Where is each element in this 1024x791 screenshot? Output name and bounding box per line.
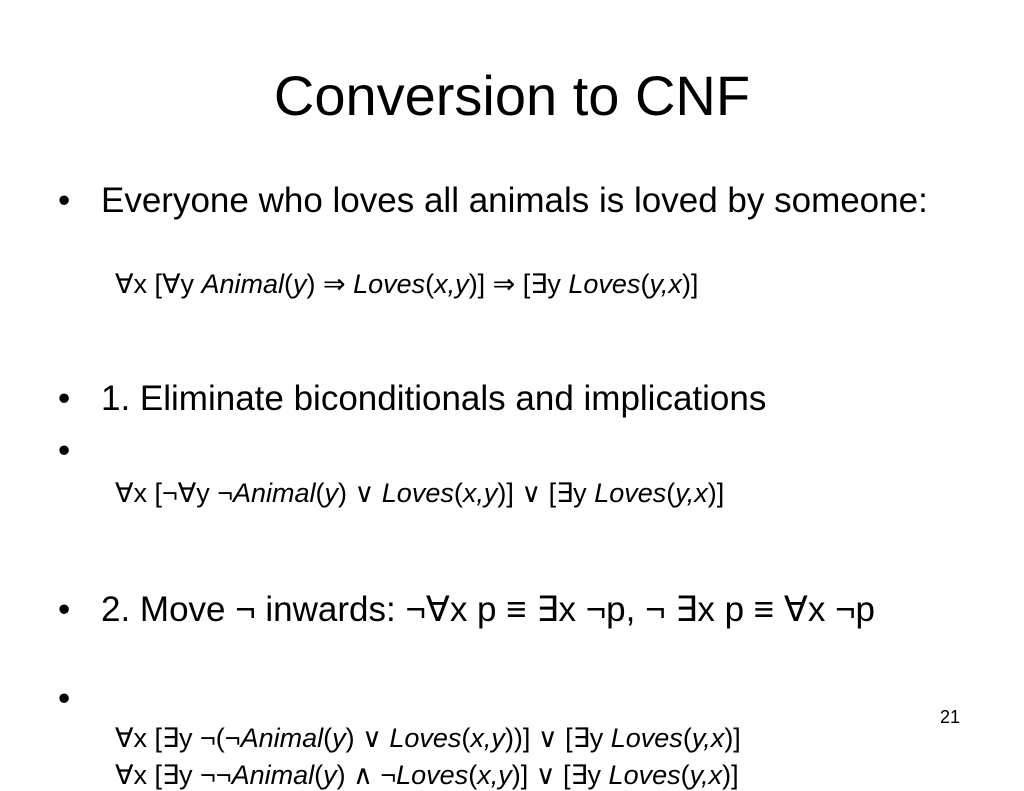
formula-predicate: Animal [240,723,324,753]
formula-predicate: Animal [201,269,284,299]
bullet-text: 2. Move ¬ inwards: ¬∀x p ≡ ∃x ¬p, ¬ ∃x p ≡ ∀x ¬p [101,590,875,629]
formula-part: )] [722,760,739,790]
formula-original [115,268,698,300]
formula-variable: y,x [689,760,723,790]
formula-part: ( [425,269,435,299]
bullet-text: 1. Eliminate biconditionals and implications [101,379,767,418]
formula-part: ( [323,723,333,753]
formula-part: ) ∨ [338,478,382,508]
formula-predicate: Loves [353,269,426,299]
formula-part: )] [707,478,725,508]
bullet-text: Everyone who loves all animals is loved by someone: [101,181,928,220]
formula-part: )] ∨ [∃y [497,478,595,508]
formula-part: ) ⇒ [306,269,354,299]
page-number: 21 [940,707,961,727]
formula-step-1 [115,477,724,509]
bullet-marker: • [58,590,71,629]
formula-predicate: Animal [231,760,315,790]
formula-step-3-partial [115,759,739,791]
bullet-marker: • [58,431,71,470]
formula-part: ∀x [¬∀y ¬ [115,478,233,508]
formula-part: ( [314,760,324,790]
formula-predicate: Loves [389,723,462,753]
bullet-item-1 [58,182,978,220]
bullet-marker: • [58,679,71,718]
formula-variable: x,y [470,723,505,753]
formula-part: ) ∨ [345,723,390,753]
bullet-item-4 [58,591,978,629]
formula-variable: x,y [462,478,498,508]
formula-variable: x,y [434,269,469,299]
formula-part: ( [453,478,463,508]
formula-variable: y [332,723,346,753]
formula-predicate: Animal [232,478,316,508]
bullet-marker: • [58,181,71,220]
formula-predicate: Loves [608,760,681,790]
formula-part: ))] ∨ [∃y [504,723,611,753]
formula-part: ( [640,269,650,299]
formula-part: )] ⇒ [∃y [468,269,569,299]
formula-variable: y,x [649,269,682,299]
formula-part: )] [681,269,699,299]
formula-part: ( [468,760,478,790]
formula-variable: y,x [691,723,725,753]
formula-step-2 [115,722,741,754]
formula-variable: y,x [675,478,708,508]
bullet-item-2 [58,380,978,418]
formula-part: ( [283,269,293,299]
formula-part: ∀x [∃y ¬¬ [115,760,232,790]
formula-part: ∀x [∃y ¬(¬ [115,723,241,753]
formula-part: )] [724,723,741,753]
formula-variable: x,y [477,760,512,790]
formula-part: ) ∧ ¬ [336,760,397,790]
formula-part: ( [461,723,471,753]
formula-part: ( [682,723,692,753]
formula-predicate: Loves [594,478,667,508]
formula-part: ( [680,760,690,790]
formula-part: ( [666,478,676,508]
formula-variable: y [324,478,339,508]
formula-part: ( [315,478,325,508]
formula-part: )] ∨ [∃y [511,760,609,790]
bullet-marker: • [58,379,71,418]
formula-predicate: Loves [610,723,683,753]
formula-predicate: Loves [381,478,454,508]
formula-part: ∀x [∀y [115,269,202,299]
formula-predicate: Loves [396,760,469,790]
formula-predicate: Loves [568,269,641,299]
formula-variable: y [292,269,307,299]
formula-variable: y [323,760,337,790]
slide-title: Conversion to CNF [273,64,751,127]
